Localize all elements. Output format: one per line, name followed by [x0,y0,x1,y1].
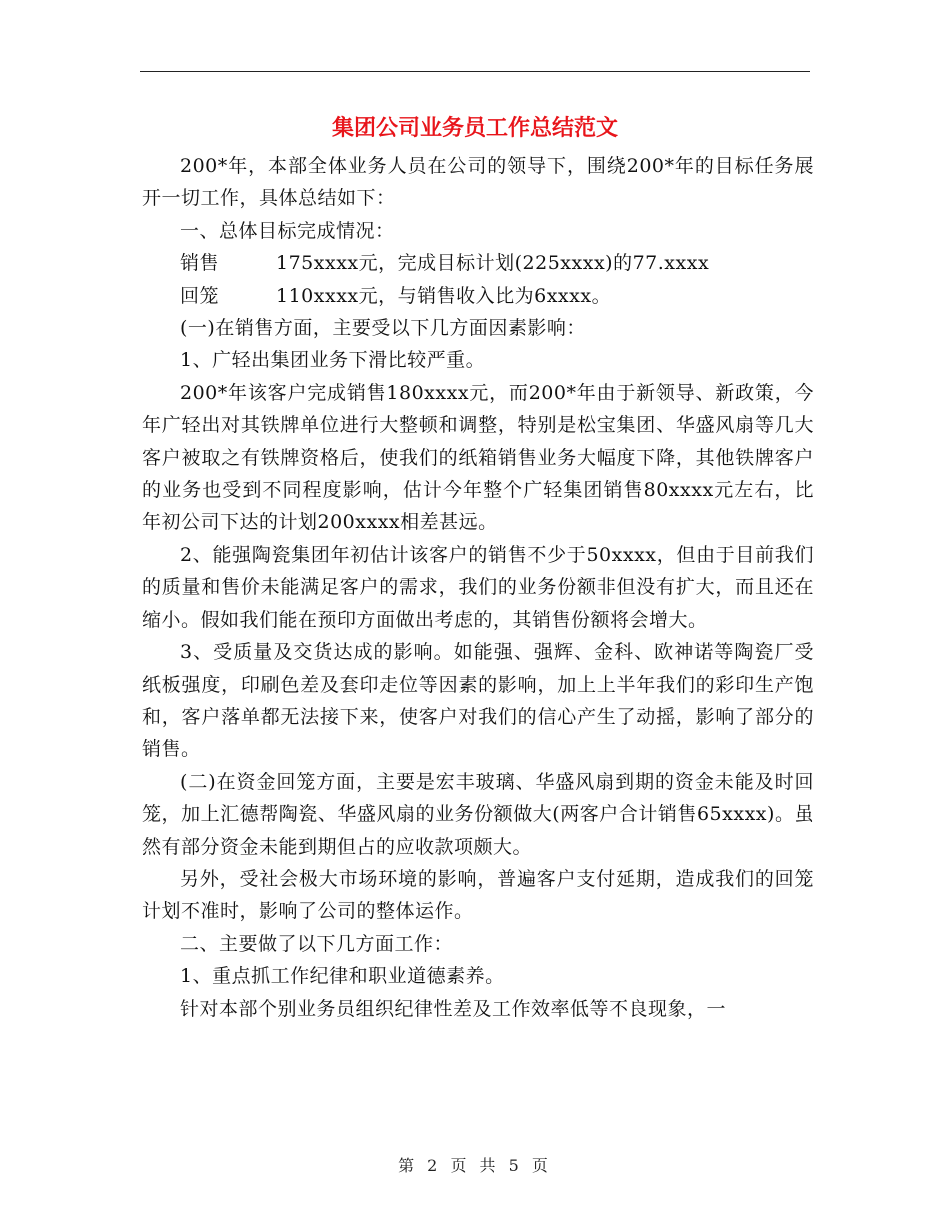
other-paragraph: 另外，受社会极大市场环境的影响，普遍客户支付延期，造成我们的回笼计划不准时，影响了公司的整体运作。 [142,867,814,923]
metric-collection-label: 回笼 [180,284,220,307]
section1-heading: 一、总体目标完成情况： [180,219,395,242]
subsection1-heading: (一)在销售方面，主要受以下几方面因素影响： [180,317,586,340]
metric-collection-row [142,280,814,312]
metric-collection-value: 110xxxx元，与销售收入比为6xxxx。 [276,284,612,307]
work1-heading: 1、重点抓工作纪律和职业道德素养。 [180,965,505,988]
intro-paragraph: 200*年，本部全体业务人员在公司的领导下，围绕200*年的目标任务展开一切工作，具体总结如下： [142,155,814,210]
section2-heading: 二、主要做了以下几方面工作： [180,932,454,955]
work1-paragraph: 针对本部个别业务员组织纪律性差及工作效率低等不良现象，一 [180,997,727,1020]
metric-sales-row [142,247,814,279]
document-title: 集团公司业务员工作总结范文 [331,115,618,141]
metric-sales-value: 175xxxx元，完成目标计划(225xxxx)的77.xxxx [276,252,710,275]
metric-sales-label: 销售 [180,252,220,275]
factor1-paragraph: 200*年该客户完成销售180xxxx元，而200*年由于新领导、新政策，今年广轻出对其铁牌单位进行大整顿和调整，特别是松宝集团、华盛风扇等几大客户被取之有铁牌资格后，使我们的纸箱销售业务大幅度下降，其他铁牌客户的业务也受到不同程度影响，估计今年整个广轻集团销售80xxxx元左右，比年初公司下达的计划200xxxx相差甚远。 [142,381,814,534]
factor2-paragraph: 2、能强陶瓷集团年初估计该客户的销售不少于50xxxx，但由于目前我们的质量和售价未能满足客户的需求，我们的业务份额非但没有扩大，而且还在缩小。假如我们能在预印方面做出考虑的，其销售份额将会增大。 [142,543,814,631]
factor1-heading: 1、广轻出集团业务下滑比较严重。 [180,349,486,372]
factor3-paragraph: 3、受质量及交货达成的影响。如能强、强辉、金科、欧神诺等陶瓷厂受纸板强度，印刷色差及套印走位等因素的影响，加上上半年我们的彩印生产饱和，客户落单都无法接下来，使客户对我们的信心产生了动摇，影响了部分的销售。 [142,641,814,761]
subsection2-paragraph: (二)在资金回笼方面，主要是宏丰玻璃、华盛风扇到期的资金未能及时回笼，加上汇德帮陶瓷、华盛风扇的业务份额做大(两客户合计销售65xxxx)。虽然有部分资金未能到期但占的应收款项颇大。 [142,770,814,858]
document-body [142,150,814,1025]
page-number: 第 2 页 共 5 页 [398,1156,552,1175]
header-rule [140,71,810,72]
